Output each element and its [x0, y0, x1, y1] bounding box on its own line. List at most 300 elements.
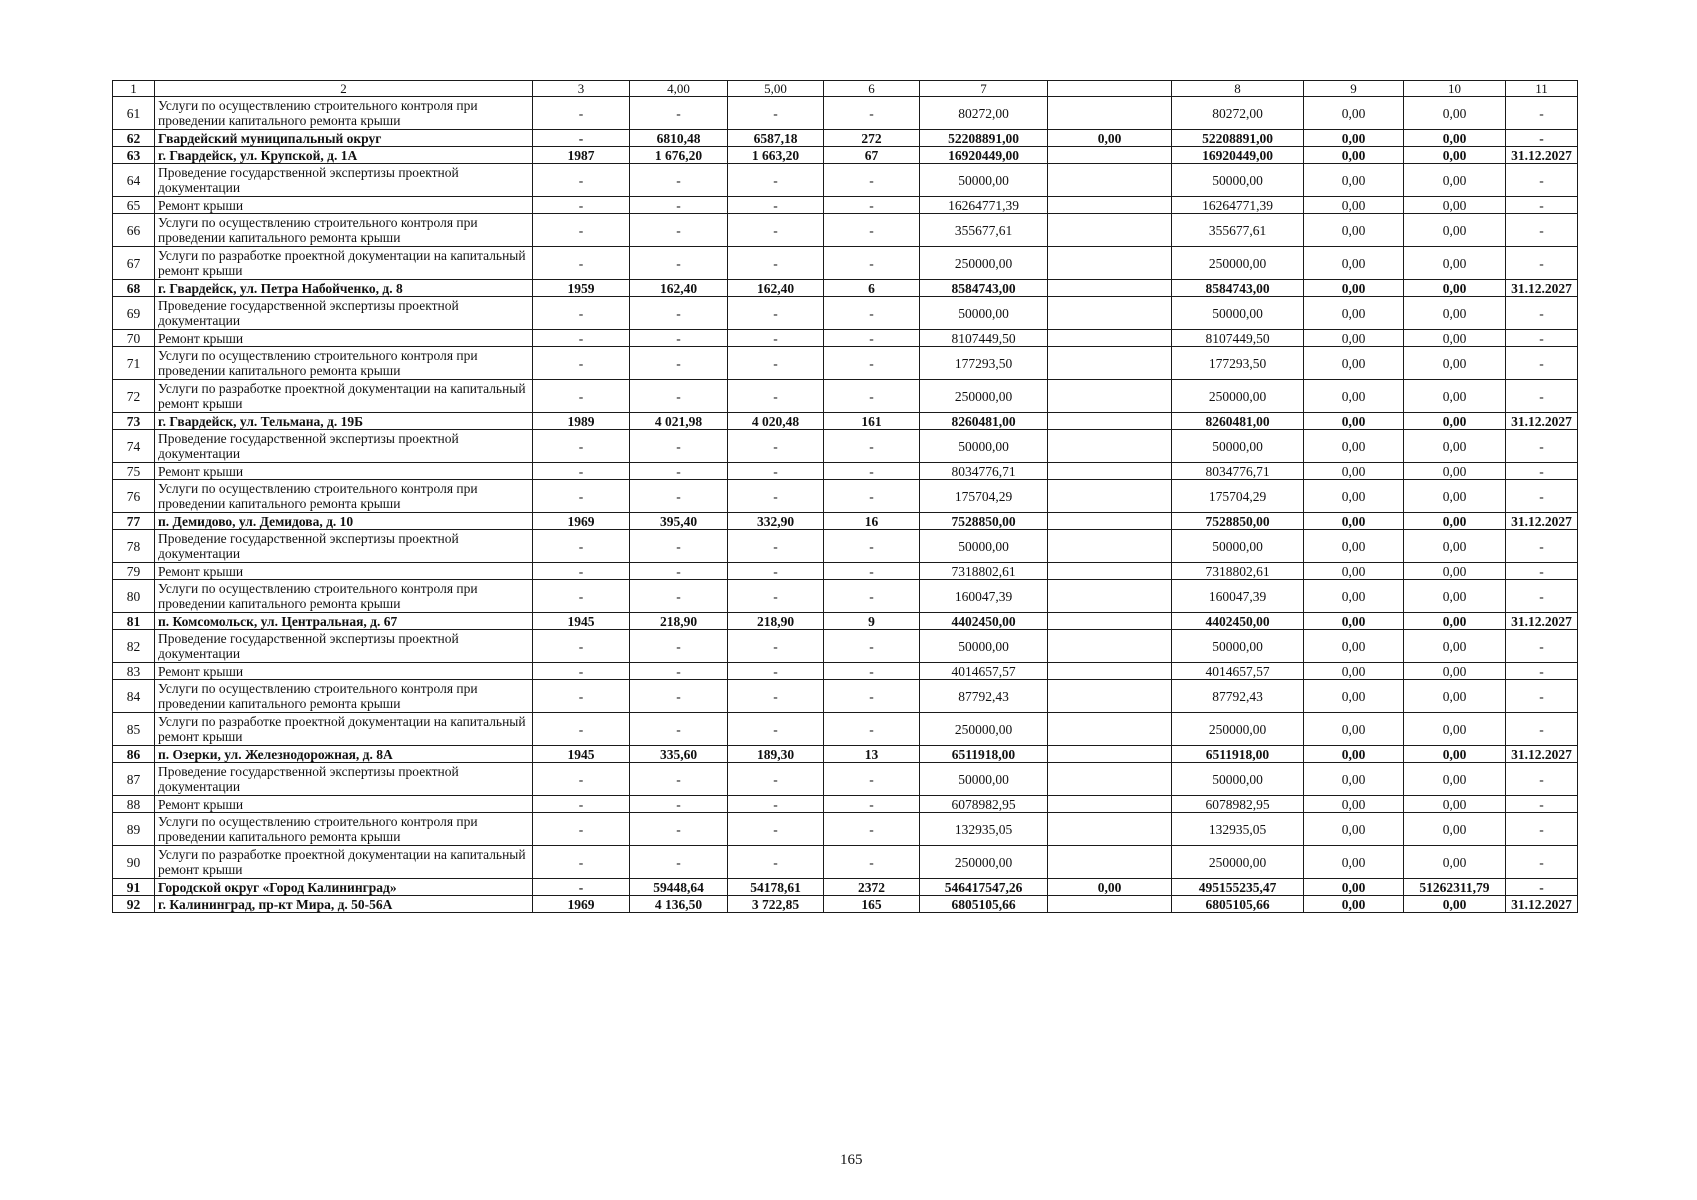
deadline-cell: -: [1506, 663, 1578, 680]
total-cost-cell: 50000,00: [920, 164, 1048, 197]
residents-cell: 67: [824, 147, 920, 164]
deadline-cell: -: [1506, 463, 1578, 480]
table-row: [113, 297, 1578, 330]
owners-fund-cell: 50000,00: [1172, 763, 1304, 796]
area-living-cell: -: [728, 297, 824, 330]
other-source-cell: 0,00: [1404, 97, 1506, 130]
owners-fund-cell: 250000,00: [1172, 380, 1304, 413]
row-number-cell: 77: [113, 513, 155, 530]
deadline-cell: -: [1506, 630, 1578, 663]
table-row: [113, 380, 1578, 413]
header-cell: 6: [824, 81, 920, 97]
row-number-cell: 76: [113, 480, 155, 513]
fund-cell: [1048, 214, 1172, 247]
area-total-cell: -: [630, 813, 728, 846]
table-row: [113, 413, 1578, 430]
table-body: [113, 81, 1578, 913]
table-row: [113, 563, 1578, 580]
budget-cell: 0,00: [1304, 130, 1404, 147]
header-cell: 4,00: [630, 81, 728, 97]
fund-cell: [1048, 580, 1172, 613]
item-name-cell: п. Комсомольск, ул. Центральная, д. 67: [155, 613, 533, 630]
other-source-cell: 0,00: [1404, 746, 1506, 763]
row-number-cell: 68: [113, 280, 155, 297]
table-row: [113, 879, 1578, 896]
table-row: [113, 214, 1578, 247]
area-total-cell: -: [630, 563, 728, 580]
residents-cell: 161: [824, 413, 920, 430]
row-number-cell: 66: [113, 214, 155, 247]
residents-cell: -: [824, 563, 920, 580]
budget-cell: 0,00: [1304, 663, 1404, 680]
deadline-cell: -: [1506, 796, 1578, 813]
owners-fund-cell: 355677,61: [1172, 214, 1304, 247]
item-name-cell: Ремонт крыши: [155, 463, 533, 480]
header-cell: 7: [920, 81, 1048, 97]
fund-cell: [1048, 680, 1172, 713]
row-number-cell: 82: [113, 630, 155, 663]
area-total-cell: -: [630, 580, 728, 613]
table-row: [113, 97, 1578, 130]
item-name-cell: Услуги по осуществлению строительного контроля при проведении капитального ремонта крыши: [155, 680, 533, 713]
other-source-cell: 0,00: [1404, 896, 1506, 913]
row-number-cell: 73: [113, 413, 155, 430]
other-source-cell: 0,00: [1404, 846, 1506, 879]
table-row: [113, 197, 1578, 214]
table-row: [113, 480, 1578, 513]
other-source-cell: 0,00: [1404, 713, 1506, 746]
fund-cell: [1048, 97, 1172, 130]
row-number-cell: 86: [113, 746, 155, 763]
item-name-cell: Ремонт крыши: [155, 563, 533, 580]
owners-fund-cell: 7528850,00: [1172, 513, 1304, 530]
area-total-cell: -: [630, 663, 728, 680]
budget-cell: 0,00: [1304, 413, 1404, 430]
budget-cell: 0,00: [1304, 247, 1404, 280]
row-number-cell: 61: [113, 97, 155, 130]
row-number-cell: 63: [113, 147, 155, 164]
fund-cell: [1048, 330, 1172, 347]
table-row: [113, 463, 1578, 480]
row-number-cell: 92: [113, 896, 155, 913]
area-living-cell: -: [728, 197, 824, 214]
row-number-cell: 89: [113, 813, 155, 846]
budget-cell: 0,00: [1304, 297, 1404, 330]
residents-cell: -: [824, 463, 920, 480]
total-cost-cell: 50000,00: [920, 297, 1048, 330]
header-cell: 11: [1506, 81, 1578, 97]
year-cell: -: [533, 663, 630, 680]
table-row: [113, 330, 1578, 347]
item-name-cell: Услуги по разработке проектной документации на капитальный ремонт крыши: [155, 380, 533, 413]
row-number-cell: 85: [113, 713, 155, 746]
budget-cell: 0,00: [1304, 746, 1404, 763]
budget-cell: 0,00: [1304, 630, 1404, 663]
area-total-cell: 218,90: [630, 613, 728, 630]
fund-cell: [1048, 430, 1172, 463]
residents-cell: 16: [824, 513, 920, 530]
deadline-cell: -: [1506, 879, 1578, 896]
total-cost-cell: 160047,39: [920, 580, 1048, 613]
deadline-cell: 31.12.2027: [1506, 413, 1578, 430]
fund-cell: [1048, 796, 1172, 813]
fund-cell: 0,00: [1048, 879, 1172, 896]
residents-cell: -: [824, 214, 920, 247]
owners-fund-cell: 132935,05: [1172, 813, 1304, 846]
deadline-cell: 31.12.2027: [1506, 280, 1578, 297]
budget-cell: 0,00: [1304, 896, 1404, 913]
table-row: [113, 630, 1578, 663]
deadline-cell: -: [1506, 813, 1578, 846]
budget-cell: 0,00: [1304, 147, 1404, 164]
budget-cell: 0,00: [1304, 613, 1404, 630]
budget-cell: 0,00: [1304, 530, 1404, 563]
area-total-cell: -: [630, 480, 728, 513]
row-number-cell: 72: [113, 380, 155, 413]
budget-cell: 0,00: [1304, 580, 1404, 613]
total-cost-cell: 7318802,61: [920, 563, 1048, 580]
year-cell: -: [533, 563, 630, 580]
row-number-cell: 65: [113, 197, 155, 214]
table-row: [113, 680, 1578, 713]
owners-fund-cell: 16264771,39: [1172, 197, 1304, 214]
area-total-cell: -: [630, 214, 728, 247]
area-living-cell: -: [728, 480, 824, 513]
other-source-cell: 0,00: [1404, 164, 1506, 197]
residents-cell: 165: [824, 896, 920, 913]
residents-cell: -: [824, 480, 920, 513]
item-name-cell: Проведение государственной экспертизы проектной документации: [155, 530, 533, 563]
budget-cell: 0,00: [1304, 330, 1404, 347]
fund-cell: [1048, 613, 1172, 630]
total-cost-cell: 87792,43: [920, 680, 1048, 713]
residents-cell: -: [824, 813, 920, 846]
table-row: [113, 763, 1578, 796]
area-living-cell: -: [728, 247, 824, 280]
total-cost-cell: 52208891,00: [920, 130, 1048, 147]
item-name-cell: Услуги по осуществлению строительного контроля при проведении капитального ремонта крыши: [155, 214, 533, 247]
total-cost-cell: 50000,00: [920, 530, 1048, 563]
table-row: [113, 663, 1578, 680]
fund-cell: [1048, 763, 1172, 796]
table-row: [113, 147, 1578, 164]
year-cell: -: [533, 630, 630, 663]
item-name-cell: Городской округ «Город Калининград»: [155, 879, 533, 896]
table-row: [113, 813, 1578, 846]
other-source-cell: 0,00: [1404, 680, 1506, 713]
other-source-cell: 0,00: [1404, 563, 1506, 580]
fund-cell: [1048, 280, 1172, 297]
item-name-cell: Услуги по разработке проектной документации на капитальный ремонт крыши: [155, 846, 533, 879]
other-source-cell: 0,00: [1404, 630, 1506, 663]
total-cost-cell: 4402450,00: [920, 613, 1048, 630]
other-source-cell: 0,00: [1404, 147, 1506, 164]
residents-cell: 13: [824, 746, 920, 763]
year-cell: -: [533, 480, 630, 513]
item-name-cell: п. Озерки, ул. Железнодорожная, д. 8А: [155, 746, 533, 763]
area-living-cell: -: [728, 430, 824, 463]
owners-fund-cell: 87792,43: [1172, 680, 1304, 713]
owners-fund-cell: 160047,39: [1172, 580, 1304, 613]
owners-fund-cell: 250000,00: [1172, 713, 1304, 746]
area-living-cell: 54178,61: [728, 879, 824, 896]
table-row: [113, 580, 1578, 613]
item-name-cell: Услуги по осуществлению строительного контроля при проведении капитального ремонта крыши: [155, 813, 533, 846]
row-number-cell: 78: [113, 530, 155, 563]
total-cost-cell: 546417547,26: [920, 879, 1048, 896]
budget-cell: 0,00: [1304, 879, 1404, 896]
residents-cell: -: [824, 580, 920, 613]
deadline-cell: -: [1506, 164, 1578, 197]
area-living-cell: -: [728, 164, 824, 197]
row-number-cell: 71: [113, 347, 155, 380]
owners-fund-cell: 50000,00: [1172, 430, 1304, 463]
total-cost-cell: 16264771,39: [920, 197, 1048, 214]
area-total-cell: 4 136,50: [630, 896, 728, 913]
total-cost-cell: 6511918,00: [920, 746, 1048, 763]
deadline-cell: -: [1506, 680, 1578, 713]
residents-cell: -: [824, 680, 920, 713]
area-total-cell: 1 676,20: [630, 147, 728, 164]
total-cost-cell: 8260481,00: [920, 413, 1048, 430]
fund-cell: [1048, 247, 1172, 280]
year-cell: -: [533, 130, 630, 147]
table-row: [113, 613, 1578, 630]
area-total-cell: 335,60: [630, 746, 728, 763]
area-living-cell: -: [728, 813, 824, 846]
owners-fund-cell: 6805105,66: [1172, 896, 1304, 913]
table-row: [113, 530, 1578, 563]
deadline-cell: -: [1506, 347, 1578, 380]
budget-cell: 0,00: [1304, 380, 1404, 413]
total-cost-cell: 250000,00: [920, 247, 1048, 280]
residents-cell: -: [824, 297, 920, 330]
other-source-cell: 0,00: [1404, 813, 1506, 846]
area-living-cell: -: [728, 580, 824, 613]
header-cell: 9: [1304, 81, 1404, 97]
table-row: [113, 164, 1578, 197]
owners-fund-cell: 175704,29: [1172, 480, 1304, 513]
row-number-cell: 74: [113, 430, 155, 463]
deadline-cell: 31.12.2027: [1506, 513, 1578, 530]
other-source-cell: 0,00: [1404, 796, 1506, 813]
total-cost-cell: 8107449,50: [920, 330, 1048, 347]
area-living-cell: -: [728, 97, 824, 130]
owners-fund-cell: 4014657,57: [1172, 663, 1304, 680]
deadline-cell: 31.12.2027: [1506, 613, 1578, 630]
owners-fund-cell: 50000,00: [1172, 630, 1304, 663]
table-row: [113, 796, 1578, 813]
row-number-cell: 88: [113, 796, 155, 813]
residents-cell: 6: [824, 280, 920, 297]
row-number-cell: 87: [113, 763, 155, 796]
fund-cell: [1048, 413, 1172, 430]
year-cell: 1945: [533, 613, 630, 630]
budget-cell: 0,00: [1304, 463, 1404, 480]
table-row: [113, 430, 1578, 463]
area-total-cell: -: [630, 530, 728, 563]
fund-cell: [1048, 563, 1172, 580]
area-total-cell: -: [630, 164, 728, 197]
other-source-cell: 0,00: [1404, 763, 1506, 796]
item-name-cell: п. Демидово, ул. Демидова, д. 10: [155, 513, 533, 530]
owners-fund-cell: 8260481,00: [1172, 413, 1304, 430]
year-cell: -: [533, 796, 630, 813]
table-row: [113, 846, 1578, 879]
fund-cell: [1048, 896, 1172, 913]
item-name-cell: Проведение государственной экспертизы проектной документации: [155, 164, 533, 197]
other-source-cell: 0,00: [1404, 513, 1506, 530]
row-number-cell: 70: [113, 330, 155, 347]
deadline-cell: -: [1506, 480, 1578, 513]
other-source-cell: 0,00: [1404, 330, 1506, 347]
item-name-cell: Гвардейский муниципальный округ: [155, 130, 533, 147]
item-name-cell: Услуги по осуществлению строительного контроля при проведении капитального ремонта крыши: [155, 347, 533, 380]
item-name-cell: Услуги по осуществлению строительного контроля при проведении капитального ремонта крыши: [155, 480, 533, 513]
row-number-cell: 83: [113, 663, 155, 680]
budget-table: [112, 80, 1578, 913]
fund-cell: [1048, 380, 1172, 413]
fund-cell: [1048, 846, 1172, 879]
year-cell: -: [533, 347, 630, 380]
fund-cell: [1048, 713, 1172, 746]
other-source-cell: 0,00: [1404, 197, 1506, 214]
item-name-cell: г. Гвардейск, ул. Петра Набойченко, д. 8: [155, 280, 533, 297]
total-cost-cell: 132935,05: [920, 813, 1048, 846]
residents-cell: -: [824, 763, 920, 796]
total-cost-cell: 50000,00: [920, 630, 1048, 663]
total-cost-cell: 175704,29: [920, 480, 1048, 513]
deadline-cell: 31.12.2027: [1506, 147, 1578, 164]
residents-cell: -: [824, 247, 920, 280]
area-total-cell: 395,40: [630, 513, 728, 530]
residents-cell: -: [824, 713, 920, 746]
table-row: [113, 130, 1578, 147]
item-name-cell: Проведение государственной экспертизы проектной документации: [155, 630, 533, 663]
area-living-cell: -: [728, 463, 824, 480]
deadline-cell: -: [1506, 563, 1578, 580]
area-total-cell: 59448,64: [630, 879, 728, 896]
fund-cell: [1048, 630, 1172, 663]
budget-cell: 0,00: [1304, 796, 1404, 813]
budget-cell: 0,00: [1304, 713, 1404, 746]
area-total-cell: -: [630, 463, 728, 480]
area-living-cell: -: [728, 630, 824, 663]
item-name-cell: Услуги по осуществлению строительного контроля при проведении капитального ремонта крыши: [155, 97, 533, 130]
deadline-cell: -: [1506, 380, 1578, 413]
owners-fund-cell: 50000,00: [1172, 297, 1304, 330]
item-name-cell: г. Гвардейск, ул. Крупской, д. 1А: [155, 147, 533, 164]
row-number-cell: 67: [113, 247, 155, 280]
table-row: [113, 513, 1578, 530]
total-cost-cell: 16920449,00: [920, 147, 1048, 164]
fund-cell: 0,00: [1048, 130, 1172, 147]
deadline-cell: -: [1506, 530, 1578, 563]
area-total-cell: -: [630, 297, 728, 330]
area-total-cell: -: [630, 763, 728, 796]
area-living-cell: 189,30: [728, 746, 824, 763]
budget-cell: 0,00: [1304, 280, 1404, 297]
table-row: [113, 347, 1578, 380]
item-name-cell: Ремонт крыши: [155, 796, 533, 813]
year-cell: -: [533, 247, 630, 280]
header-cell: 3: [533, 81, 630, 97]
year-cell: -: [533, 214, 630, 247]
item-name-cell: Проведение государственной экспертизы проектной документации: [155, 763, 533, 796]
area-living-cell: -: [728, 330, 824, 347]
area-living-cell: -: [728, 214, 824, 247]
year-cell: -: [533, 879, 630, 896]
year-cell: 1987: [533, 147, 630, 164]
other-source-cell: 0,00: [1404, 297, 1506, 330]
area-total-cell: -: [630, 380, 728, 413]
owners-fund-cell: 495155235,47: [1172, 879, 1304, 896]
header-cell: 8: [1172, 81, 1304, 97]
header-cell: [1048, 81, 1172, 97]
area-living-cell: -: [728, 846, 824, 879]
other-source-cell: 0,00: [1404, 580, 1506, 613]
total-cost-cell: 177293,50: [920, 347, 1048, 380]
item-name-cell: Проведение государственной экспертизы проектной документации: [155, 297, 533, 330]
fund-cell: [1048, 746, 1172, 763]
area-living-cell: -: [728, 347, 824, 380]
budget-cell: 0,00: [1304, 763, 1404, 796]
total-cost-cell: 4014657,57: [920, 663, 1048, 680]
deadline-cell: 31.12.2027: [1506, 896, 1578, 913]
owners-fund-cell: 80272,00: [1172, 97, 1304, 130]
budget-cell: 0,00: [1304, 813, 1404, 846]
owners-fund-cell: 250000,00: [1172, 846, 1304, 879]
residents-cell: -: [824, 846, 920, 879]
other-source-cell: 51262311,79: [1404, 879, 1506, 896]
deadline-cell: -: [1506, 580, 1578, 613]
row-number-cell: 69: [113, 297, 155, 330]
residents-cell: 272: [824, 130, 920, 147]
owners-fund-cell: 8107449,50: [1172, 330, 1304, 347]
deadline-cell: 31.12.2027: [1506, 746, 1578, 763]
area-total-cell: -: [630, 330, 728, 347]
other-source-cell: 0,00: [1404, 347, 1506, 380]
row-number-cell: 90: [113, 846, 155, 879]
budget-cell: 0,00: [1304, 214, 1404, 247]
year-cell: -: [533, 680, 630, 713]
deadline-cell: -: [1506, 330, 1578, 347]
area-total-cell: -: [630, 846, 728, 879]
area-total-cell: -: [630, 680, 728, 713]
row-number-cell: 75: [113, 463, 155, 480]
deadline-cell: -: [1506, 297, 1578, 330]
row-number-cell: 64: [113, 164, 155, 197]
total-cost-cell: 8034776,71: [920, 463, 1048, 480]
year-cell: -: [533, 97, 630, 130]
area-living-cell: -: [728, 763, 824, 796]
area-living-cell: 6587,18: [728, 130, 824, 147]
residents-cell: -: [824, 197, 920, 214]
item-name-cell: Проведение государственной экспертизы проектной документации: [155, 430, 533, 463]
year-cell: -: [533, 580, 630, 613]
area-total-cell: -: [630, 713, 728, 746]
other-source-cell: 0,00: [1404, 380, 1506, 413]
total-cost-cell: 80272,00: [920, 97, 1048, 130]
total-cost-cell: 250000,00: [920, 713, 1048, 746]
item-name-cell: Ремонт крыши: [155, 330, 533, 347]
item-name-cell: г. Гвардейск, ул. Тельмана, д. 19Б: [155, 413, 533, 430]
year-cell: -: [533, 197, 630, 214]
budget-cell: 0,00: [1304, 846, 1404, 879]
area-total-cell: -: [630, 347, 728, 380]
header-cell: 1: [113, 81, 155, 97]
row-number-cell: 62: [113, 130, 155, 147]
